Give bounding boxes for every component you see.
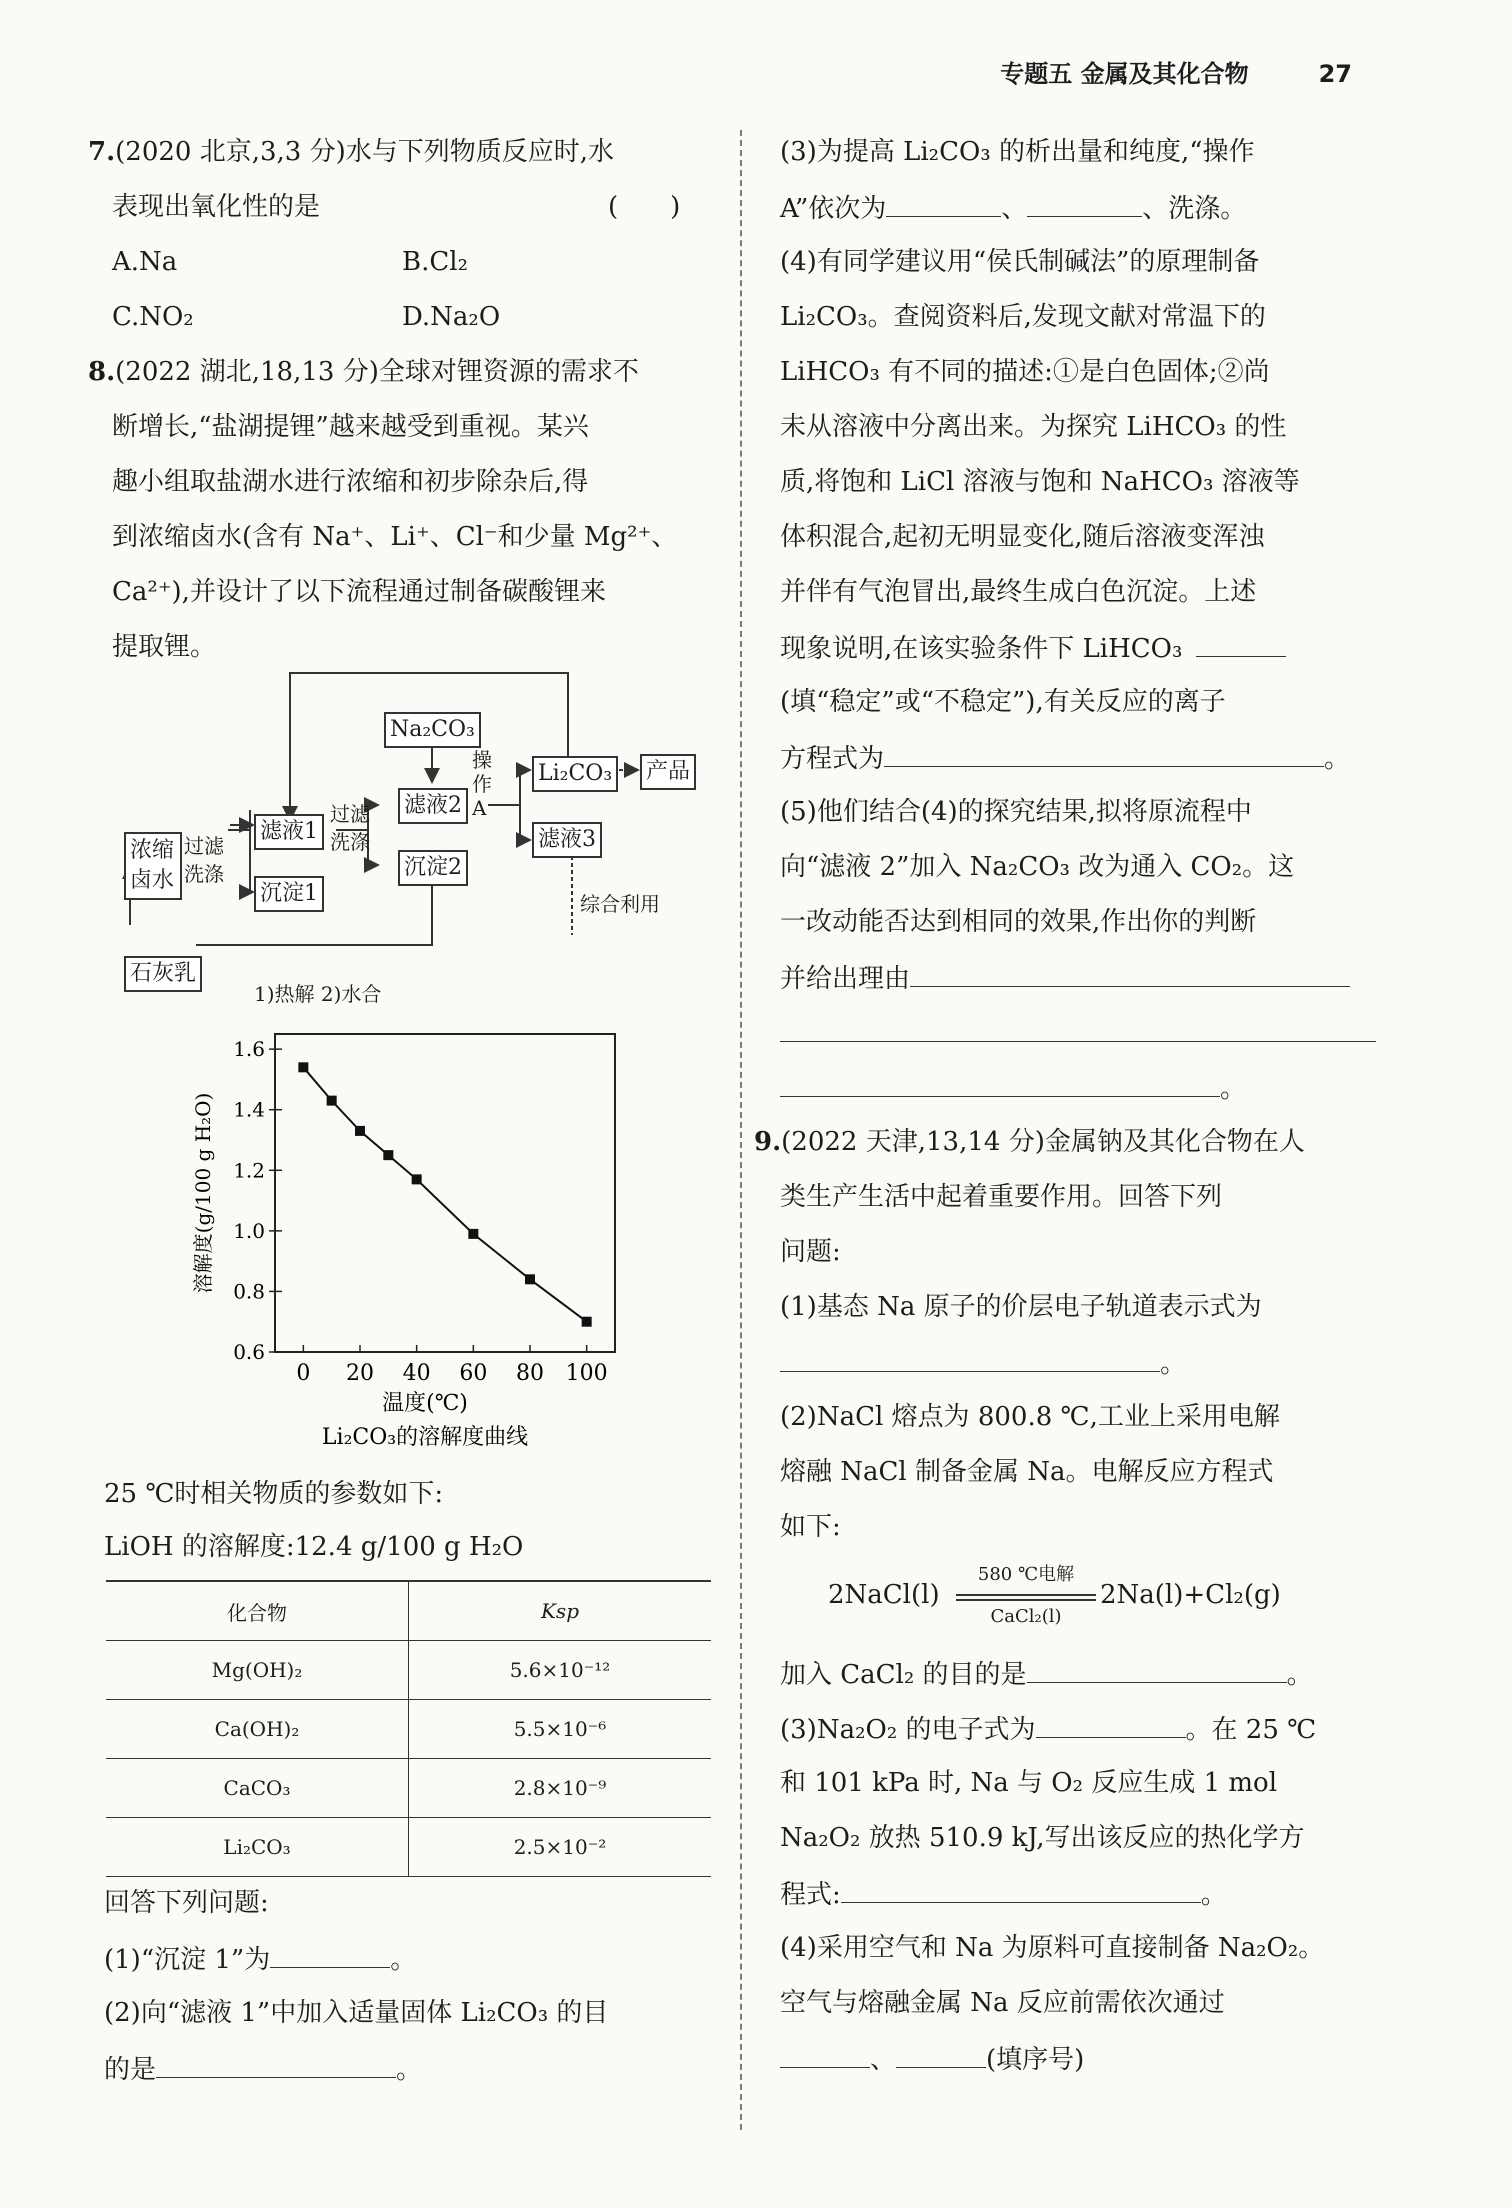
q8-part4-line7: 并伴有气泡冒出,最终生成白色沉淀。上述 <box>780 577 1257 607</box>
y-tick-label: 1.0 <box>233 1218 265 1243</box>
q9-part3-line1 <box>780 1711 1316 1747</box>
answer-blank[interactable] <box>780 2041 870 2068</box>
column-divider <box>740 130 742 2130</box>
x-tick-label: 100 <box>565 1361 608 1386</box>
q8-part4-line2: Li₂CO₃。查阅资料后,发现文献对常温下的 <box>780 302 1266 332</box>
q8-part4-line4: 未从溶液中分离出来。为探究 LiHCO₃ 的性 <box>780 412 1287 442</box>
eq-condition-bottom: CaCl₂(l) <box>990 1606 1062 1627</box>
answer-blank[interactable] <box>780 1070 1220 1097</box>
flow-label-operation-a: 操作A <box>472 748 492 820</box>
q8-part4-line9: (填“稳定”或“不稳定”),有关反应的离子 <box>780 687 1226 717</box>
flow-box-filtrate2: 滤液2 <box>398 788 468 824</box>
data-point <box>327 1096 337 1106</box>
table-row <box>106 1641 711 1700</box>
q8-part4-line1: (4)有同学建议用“侯氏制碱法”的原理制备 <box>780 247 1260 277</box>
q9-part4-line3 <box>780 2041 1084 2077</box>
q8-part3-line2 <box>780 190 1246 226</box>
q9-part4-end: (填序号) <box>986 2045 1085 2075</box>
q8-line2: 断增长,“盐湖提锂”越来越受到重视。某兴 <box>112 412 589 442</box>
flow-box-product: 产品 <box>640 754 696 790</box>
answer-blank[interactable] <box>896 2041 986 2068</box>
q8-part1 <box>104 1941 416 1977</box>
table-header-row <box>106 1581 711 1641</box>
flow-box-brine: 浓缩卤水 <box>124 832 182 900</box>
q8-part3-line1: (3)为提高 Li₂CO₃ 的析出量和纯度,“操作 <box>780 137 1255 167</box>
q8-line4: 到浓缩卤水(含有 Na⁺、Li⁺、Cl⁻和少量 Mg²⁺、 <box>112 522 678 552</box>
q8-part3-end: 、洗涤。 <box>1142 194 1247 224</box>
ksp-table <box>106 1580 711 1877</box>
q7-stem2: 表现出氧化性的是 <box>112 192 321 222</box>
answer-blank[interactable] <box>841 1876 1201 1903</box>
table-row <box>106 1818 711 1877</box>
q7-option-d: D.Na₂O <box>402 302 501 332</box>
table-header-ksp <box>409 1581 712 1641</box>
q8-lioh-solubility: LiOH 的溶解度:12.4 g/100 g H₂O <box>104 1532 524 1562</box>
page-header <box>1000 54 1352 89</box>
q9-line2: 类生产生活中起着重要作用。回答下列 <box>780 1182 1223 1212</box>
q8-line6: 提取锂。 <box>112 632 217 662</box>
answer-blank[interactable] <box>1036 1711 1186 1738</box>
y-tick-label: 1.2 <box>233 1158 265 1183</box>
table-cell: CaCO₃ <box>106 1759 409 1818</box>
period: 。 <box>1220 1074 1247 1104</box>
q8-part4-text: 现象说明,在该实验条件下 LiHCO₃ <box>780 634 1183 664</box>
q8-line5: Ca²⁺),并设计了以下流程通过制备碳酸锂来 <box>112 577 606 607</box>
q8-part5-line1: (5)他们结合(4)的探究结果,拟将原流程中 <box>780 797 1252 827</box>
data-point <box>525 1274 535 1284</box>
flow-box-filtrate3: 滤液3 <box>532 822 602 858</box>
table-row <box>106 1700 711 1759</box>
q8-part2-text: 的是 <box>104 2055 157 2085</box>
q9-part4-line1: (4)采用空气和 Na 为原料可直接制备 Na₂O₂。 <box>780 1933 1325 1963</box>
q8-number: 8. <box>88 357 116 387</box>
q7-option-b: B.Cl₂ <box>402 247 469 277</box>
table-cell: 2.8×10⁻⁹ <box>409 1759 712 1818</box>
answer-blank[interactable] <box>884 740 1324 767</box>
data-point <box>468 1229 478 1239</box>
data-point <box>412 1174 422 1184</box>
x-tick-label: 40 <box>402 1361 431 1386</box>
y-tick-label: 1.6 <box>233 1037 265 1062</box>
q7-option-a: A.Na <box>112 247 178 277</box>
q9-part3-line3: Na₂O₂ 放热 510.9 kJ,写出该反应的热化学方 <box>780 1823 1305 1853</box>
q8-part4-line8 <box>780 630 1286 666</box>
q8-part4-line3: LiHCO₃ 有不同的描述:①是白色固体;②尚 <box>780 357 1270 387</box>
eq-right: 2Na(l)+Cl₂(g) <box>1100 1580 1281 1610</box>
q8-part5-line6 <box>780 1070 1246 1106</box>
q7-option-c: C.NO₂ <box>112 302 194 332</box>
q8-part5-line3: 一改动能否达到相同的效果,作出你的判断 <box>780 907 1257 937</box>
q9-part2-line3: 如下: <box>780 1512 841 1542</box>
q9-line1 <box>754 1125 1305 1159</box>
q8-answer-intro: 回答下列问题: <box>104 1888 269 1918</box>
solubility-chart <box>180 1022 700 1452</box>
q7-line1 <box>88 135 614 169</box>
eq-left: 2NaCl(l) <box>828 1580 940 1610</box>
x-tick-label: 60 <box>459 1361 488 1386</box>
period: 。 <box>1200 1880 1227 1910</box>
q8-part5-text: 并给出理由 <box>780 964 911 994</box>
answer-blank[interactable] <box>156 2051 396 2078</box>
q9-line3: 问题: <box>780 1237 841 1267</box>
ksp-label: Ksp <box>540 1599 579 1623</box>
q8-part4-line6: 体积混合,起初无明显变化,随后溶液变浑浊 <box>780 522 1265 552</box>
flow-box-na2co3: Na₂CO₃ <box>384 712 481 748</box>
flow-label-filter1: 过滤洗涤 <box>184 834 224 886</box>
section-title: 专题五 金属及其化合物 <box>1000 60 1249 88</box>
q8-part5-line4 <box>780 960 1350 996</box>
q8-part3-text: A”依次为 <box>780 194 887 224</box>
eq-condition-top: 580 ℃电解 <box>977 1564 1075 1585</box>
q8-part4-end: 方程式为 <box>780 744 885 774</box>
separator: 、 <box>1001 194 1028 224</box>
q9-source: (2022 天津,13,14 分) <box>781 1127 1045 1157</box>
q9-part3-label: 程式: <box>780 1880 841 1910</box>
flow-box-precip2: 沉淀2 <box>398 850 468 886</box>
q8-line1 <box>88 355 639 389</box>
period: 。 <box>396 2055 423 2085</box>
q8-params-intro: 25 ℃时相关物质的参数如下: <box>104 1479 444 1509</box>
x-tick-label: 20 <box>346 1361 374 1386</box>
data-point <box>355 1126 365 1136</box>
x-tick-label: 0 <box>296 1361 311 1386</box>
q9-part2-text: 加入 CaCl₂ 的目的是 <box>780 1660 1027 1690</box>
eq-arrow-line2 <box>956 1599 1096 1601</box>
q8-source: (2022 湖北,18,13 分) <box>115 357 379 387</box>
x-tick-label: 80 <box>516 1361 544 1386</box>
table-cell: 5.6×10⁻¹² <box>409 1641 712 1700</box>
y-tick-label: 0.8 <box>233 1279 265 1304</box>
data-point <box>383 1150 393 1160</box>
answer-blank[interactable] <box>886 190 1001 217</box>
q9-number: 9. <box>754 1127 782 1157</box>
flow-box-filtrate1: 滤液1 <box>254 814 324 850</box>
q7-number: 7. <box>88 137 116 167</box>
q8-line3: 趣小组取盐湖水进行浓缩和初步除杂后,得 <box>112 467 589 497</box>
table-header-compound: 化合物 <box>106 1581 409 1641</box>
flow-box-lime: 石灰乳 <box>124 956 202 992</box>
answer-blank[interactable] <box>1027 190 1142 217</box>
y-axis-label: 溶解度(g/100 g H₂O) <box>191 1092 215 1294</box>
data-point <box>582 1317 592 1327</box>
answer-blank[interactable] <box>1196 630 1286 657</box>
table-cell: Li₂CO₃ <box>106 1818 409 1877</box>
q9-part1-answer <box>780 1345 1186 1381</box>
flow-box-precip1: 沉淀1 <box>254 876 324 912</box>
q9-part1: (1)基态 Na 原子的价层电子轨道表示式为 <box>780 1292 1262 1322</box>
answer-blank[interactable] <box>910 960 1350 987</box>
page-number: 27 <box>1318 60 1352 88</box>
separator: 、 <box>870 2045 897 2075</box>
flow-label-reuse: 综合利用 <box>580 892 660 916</box>
table-cell: Ca(OH)₂ <box>106 1700 409 1759</box>
y-tick-label: 0.6 <box>233 1340 265 1364</box>
flow-box-li2co3: Li₂CO₃ <box>532 756 618 792</box>
answer-blank[interactable] <box>270 1941 390 1968</box>
q7-source: (2020 北京,3,3 分) <box>115 137 346 167</box>
table-row <box>106 1759 711 1818</box>
q9-text: 金属钠及其化合物在人 <box>1044 1127 1305 1157</box>
q9-part3-end: 。在 25 ℃ <box>1185 1715 1317 1745</box>
solubility-line <box>303 1067 586 1321</box>
q9-part2-line2: 熔融 NaCl 制备金属 Na。电解反应方程式 <box>780 1457 1274 1487</box>
q7-line2 <box>112 190 320 224</box>
q8-text: 全球对锂资源的需求不 <box>378 357 639 387</box>
period: 。 <box>1324 744 1351 774</box>
eq-arrow-line <box>956 1594 1096 1596</box>
answer-blank[interactable] <box>780 1345 1160 1372</box>
q8-part2-line2 <box>104 2051 422 2087</box>
answer-blank[interactable] <box>1027 1656 1287 1683</box>
q9-part2-line1: (2)NaCl 熔点为 800.8 ℃,工业上采用电解 <box>780 1402 1280 1432</box>
q9-part3-line4 <box>780 1876 1227 1912</box>
q9-part4-line2: 空气与熔融金属 Na 反应前需依次通过 <box>780 1988 1225 2018</box>
q8-part5-line2: 向“滤液 2”加入 Na₂CO₃ 改为通入 CO₂。这 <box>780 852 1295 882</box>
table-cell: Mg(OH)₂ <box>106 1641 409 1700</box>
period: 。 <box>390 1945 417 1975</box>
answer-blank[interactable] <box>780 1015 1376 1042</box>
flow-label-filter2: 过滤洗涤 <box>330 802 370 854</box>
x-axis-label: 温度(℃) <box>382 1391 468 1416</box>
q9-part3-text: (3)Na₂O₂ 的电子式为 <box>780 1715 1036 1745</box>
chart-title: Li₂CO₃的溶解度曲线 <box>321 1425 529 1450</box>
table-cell: 5.5×10⁻⁶ <box>409 1700 712 1759</box>
q8-part5-line5 <box>780 1015 1376 1051</box>
q8-part2-line1: (2)向“滤液 1”中加入适量固体 Li₂CO₃ 的目 <box>104 1998 609 2028</box>
period: 。 <box>1160 1349 1187 1379</box>
q8-part4-line5: 质,将饱和 LiCl 溶液与饱和 NaHCO₃ 溶液等 <box>780 467 1300 497</box>
period: 。 <box>1286 1660 1313 1690</box>
q8-part4-line10 <box>780 740 1350 776</box>
table-cell: 2.5×10⁻² <box>409 1818 712 1877</box>
q7-answer-paren: ( ) <box>608 192 681 222</box>
q9-part3-line2: 和 101 kPa 时, Na 与 O₂ 反应生成 1 mol <box>780 1768 1278 1798</box>
y-tick-label: 1.4 <box>233 1097 265 1122</box>
q7-stem: 水与下列物质反应时,水 <box>345 137 615 167</box>
flow-label-steps: 1)热解 2)水合 <box>254 982 382 1006</box>
data-point <box>298 1062 308 1072</box>
q8-part1-text: (1)“沉淀 1”为 <box>104 1945 271 1975</box>
q9-part2-question <box>780 1656 1313 1692</box>
